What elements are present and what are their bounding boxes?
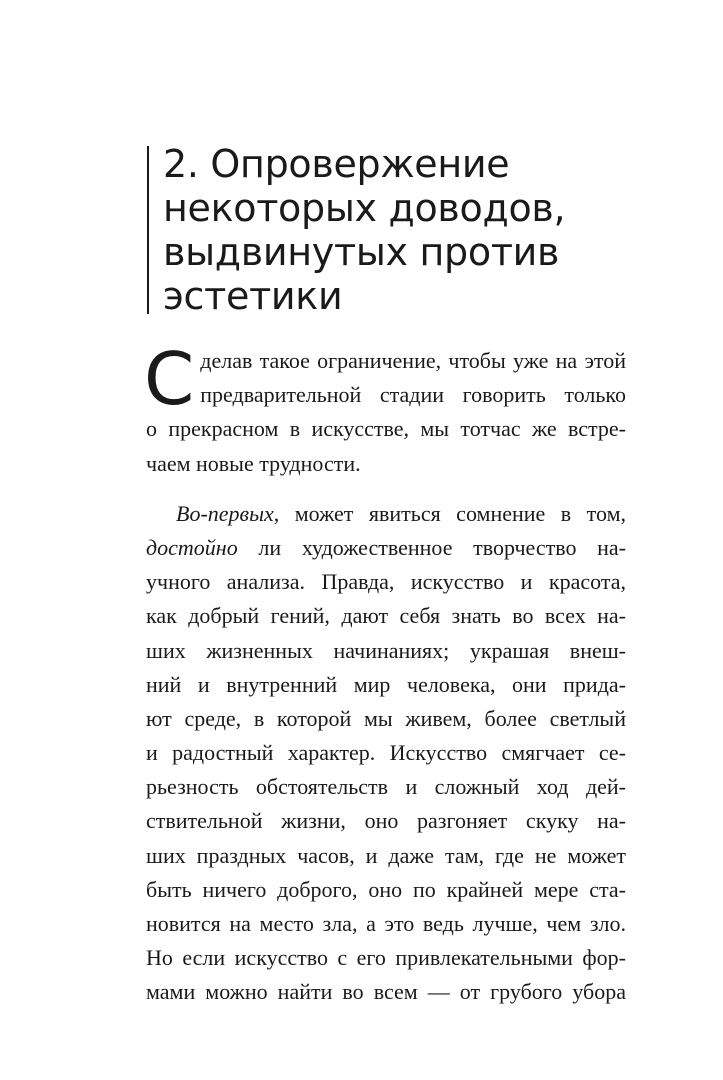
text-line: быть ничего доброго, оно по крайней мере ста- xyxy=(146,876,626,902)
text-line: ших праздных часов, и даже там, где не может xyxy=(146,842,626,868)
text-line: чаем новые трудности. xyxy=(146,450,361,476)
text-line: ших жизненных начинаниях; украшая внеш- xyxy=(146,637,626,663)
text-line: мами можно найти во всем — от грубого убора xyxy=(146,979,626,1005)
drop-cap: С xyxy=(144,337,195,421)
text-run: , может явиться сомнение в том, xyxy=(273,500,626,526)
text-line xyxy=(146,497,626,531)
text-line: Но если искусство с его привлекательными фор- xyxy=(146,945,626,971)
chapter-title-line: эстетики xyxy=(163,274,343,318)
text-line: учного анализа. Правда, искусство и красота, xyxy=(146,569,626,595)
chapter-title-line: выдвинутых против xyxy=(163,230,560,274)
chapter-title-line: некоторых доводов, xyxy=(163,186,566,230)
italic-word: достойно xyxy=(146,534,238,560)
text-run: ли художественное творчество на- xyxy=(237,534,626,560)
paragraph-2 xyxy=(146,497,626,1010)
text-line xyxy=(146,531,626,565)
paragraph-gap xyxy=(146,481,626,497)
text-line: и радостный характер. Искусство смягчает се- xyxy=(146,740,626,766)
paragraph-1 xyxy=(144,337,626,481)
text-line: новится на место зла, а это ведь лучше, чем зло. xyxy=(146,911,626,936)
text-line: как добрый гений, дают себя знать во всех на- xyxy=(146,603,626,629)
text-line: делав такое ограничение, чтобы уже на этой xyxy=(200,348,626,373)
text-line: ствительной жизни, оно разгоняет скуку на- xyxy=(146,808,626,834)
text-line: о прекрасном в искусстве, мы тотчас же встре- xyxy=(146,416,626,442)
text-line: ний и внутренний мир человека, они прида- xyxy=(146,671,626,697)
chapter-title-rule xyxy=(147,146,149,314)
body-text xyxy=(144,337,626,1010)
chapter-title-line: 2. Опровержение xyxy=(163,142,510,186)
chapter-title xyxy=(163,142,683,318)
text-line: рьезность обстоятельств и сложный ход дей- xyxy=(146,774,626,800)
text-line: предварительной стадии говорить только xyxy=(200,382,626,408)
text-line: ют среде, в которой мы живем, более светлый xyxy=(146,705,626,731)
italic-word: Во-первых xyxy=(176,500,274,526)
